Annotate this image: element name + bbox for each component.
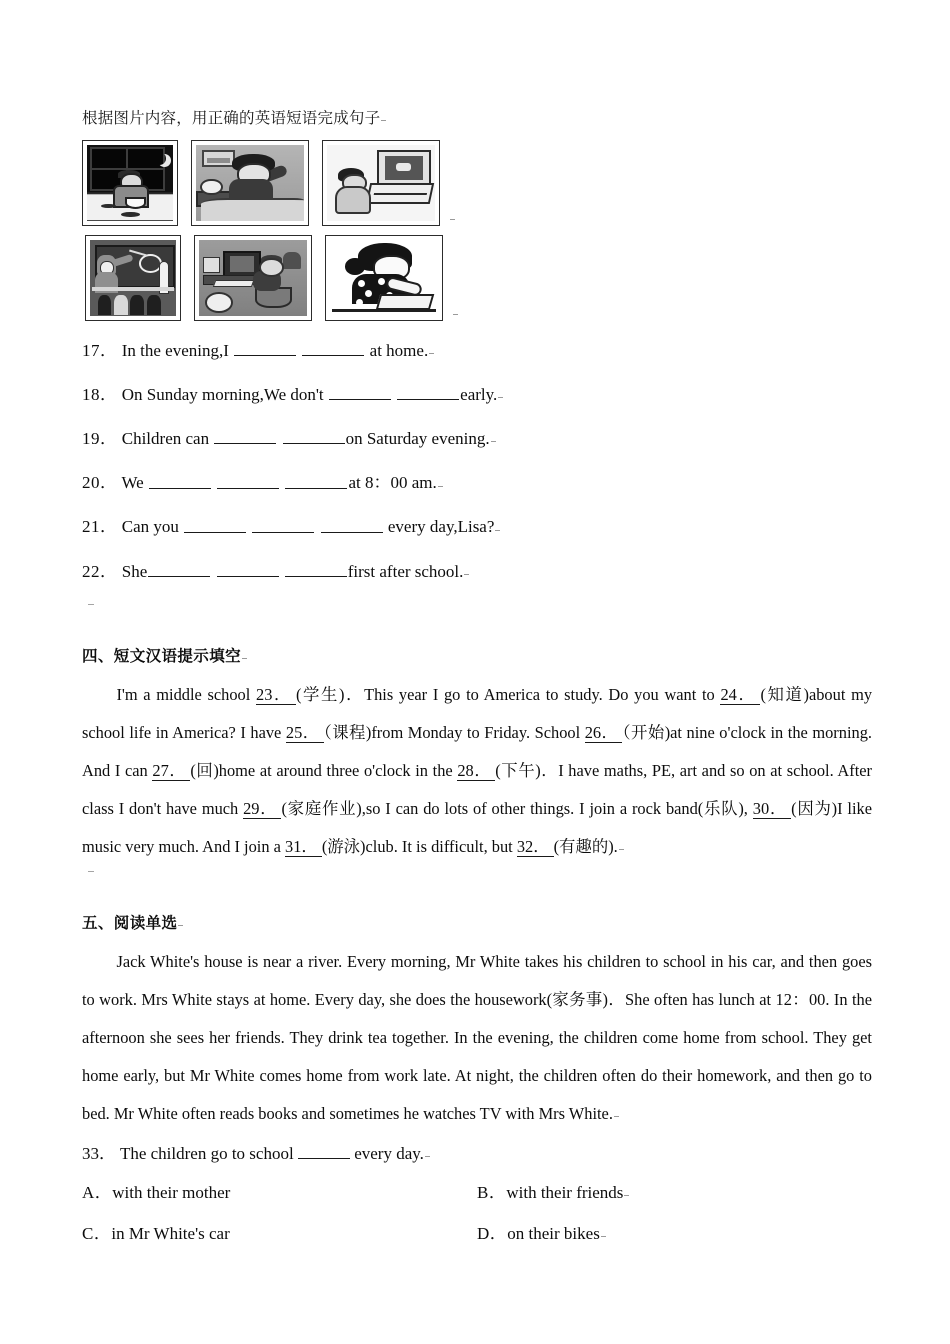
- answer-blank[interactable]: [217, 560, 279, 577]
- answer-blank[interactable]: [329, 383, 391, 400]
- question-number: 18．: [82, 385, 118, 405]
- picture-cell: [85, 235, 181, 321]
- answer-blank[interactable]: [285, 560, 347, 577]
- question-text-before: Children can: [121, 429, 210, 449]
- question-stem-before: The children go to school: [119, 1144, 294, 1164]
- option-c-label: C．: [82, 1224, 112, 1244]
- fill-in-question-list: [82, 339, 872, 615]
- answer-blank[interactable]: [252, 515, 314, 532]
- answer-blank[interactable]: [283, 427, 345, 444]
- reading-passage: [82, 943, 872, 1133]
- instruction-line: [82, 108, 872, 128]
- picture-1: [82, 140, 178, 226]
- section-five-heading-text: 五、阅读单选: [82, 913, 178, 932]
- cloze-text: （开始)at nine o'clock in the morning. And I can: [82, 722, 873, 780]
- cloze-text: (学生)．This year I go to America to study. Do you want to: [295, 684, 721, 704]
- section-break-mark-icon: [88, 871, 872, 883]
- cloze-blank-number[interactable]: 26．: [585, 723, 623, 743]
- picture-5: [194, 235, 312, 321]
- line-end-mark-icon: [618, 846, 625, 852]
- picture-6-art: [330, 240, 438, 316]
- cloze-text: (家庭作业),so I can do lots of other things. I join a rock band(乐队),: [281, 798, 753, 818]
- question-text-after: early.: [460, 385, 498, 405]
- picture-cell: [191, 140, 309, 226]
- line-end-mark-icon: [497, 394, 504, 400]
- option-b-label: B．: [477, 1183, 507, 1203]
- question-17: [82, 339, 872, 363]
- line-end-mark-icon: [463, 571, 470, 577]
- line-end-mark-icon: [428, 350, 435, 356]
- answer-blank[interactable]: [184, 515, 246, 532]
- option-d-text: on their bikes: [507, 1224, 600, 1244]
- question-text-before: Can you: [121, 517, 179, 537]
- picture-2-art: [196, 145, 304, 221]
- question-19: [82, 427, 872, 451]
- question-20: [82, 471, 872, 495]
- instruction-text: 根据图片内容，用正确的英语短语完成句子: [82, 109, 381, 127]
- section-four-heading: [82, 644, 872, 666]
- question-number: 21．: [82, 517, 118, 537]
- question-text-after: at home.: [369, 341, 429, 361]
- question-text-before: We: [121, 473, 144, 493]
- question-number: 22．: [82, 561, 118, 581]
- line-end-mark-icon: [241, 655, 248, 661]
- reading-passage-text: Jack White's house is near a river. Every morning, Mr White takes his children to school in his car, and then goes to work. Mrs White stays at home. Every day, she does the housework(家务事)．She often has lunch at 12：00. In the afternoon she sees her friends. They drink tea together. In the evening, the children come home from school. They get home early, but Mr White comes home from work late. At night, the children often do their homework, and then go to bed. Mr White often reads books and sometimes he watches TV with Mrs White.: [82, 951, 872, 1124]
- option-a[interactable]: [82, 1178, 477, 1203]
- cloze-text: (有趣的).: [553, 836, 618, 856]
- cloze-passage: [82, 676, 872, 866]
- answer-blank[interactable]: [285, 471, 347, 488]
- question-number: 19．: [82, 429, 118, 449]
- question-number: 33．: [82, 1144, 116, 1164]
- answer-blank[interactable]: [149, 471, 211, 488]
- cloze-blank-number[interactable]: 23．: [256, 685, 296, 705]
- cloze-text: (游泳)club. It is difficult, but: [321, 836, 517, 856]
- picture-6: [325, 235, 443, 321]
- line-end-mark-icon: [600, 1233, 607, 1239]
- picture-1-art: [87, 145, 173, 221]
- question-18: [82, 383, 872, 407]
- option-row-cd: [82, 1219, 872, 1244]
- picture-cell: [82, 140, 178, 226]
- cloze-blank-number[interactable]: 31．: [285, 837, 322, 857]
- picture-grid: [82, 140, 872, 321]
- cloze-blank-number[interactable]: 28．: [457, 761, 495, 781]
- line-end-mark-icon: [494, 527, 501, 533]
- answer-blank[interactable]: [214, 427, 276, 444]
- line-end-mark-icon: [437, 483, 444, 489]
- option-b[interactable]: [477, 1178, 872, 1203]
- section-five-heading: [82, 911, 872, 933]
- picture-4: [85, 235, 181, 321]
- question-text-before: She: [121, 561, 148, 581]
- cloze-text: (因为)I like music very much. And I join a: [82, 798, 873, 856]
- cloze-text: (下午)．I have maths, PE, art and so on at school. After class I don't have much: [82, 760, 873, 818]
- line-end-mark-icon: [490, 438, 497, 444]
- cloze-blank-number[interactable]: 27．: [152, 761, 190, 781]
- row-end-mark-icon: [452, 311, 459, 317]
- section-four-heading-text: 四、短文汉语提示填空: [82, 646, 242, 665]
- cloze-text: （课程)from Monday to Friday. School: [323, 722, 585, 742]
- row-end-mark-icon: [449, 216, 456, 222]
- answer-blank[interactable]: [397, 383, 459, 400]
- document-content: [82, 108, 872, 1260]
- picture-cell: [325, 235, 443, 321]
- line-end-mark-icon: [380, 117, 387, 123]
- picture-3-art: [327, 145, 435, 221]
- question-22: [82, 560, 872, 584]
- cloze-blank-number[interactable]: 32．: [517, 837, 554, 857]
- cloze-blank-number[interactable]: 30．: [753, 799, 791, 819]
- picture-cell: [194, 235, 312, 321]
- option-c[interactable]: [82, 1219, 477, 1244]
- cloze-text: (知道)about my school life in America? I have: [82, 684, 873, 742]
- cloze-text: I'm a middle school: [116, 684, 256, 704]
- question-text-after: every day,Lisa?: [387, 517, 495, 537]
- answer-blank[interactable]: [148, 560, 210, 577]
- line-end-mark-icon: [613, 1113, 620, 1119]
- picture-3: [322, 140, 440, 226]
- cloze-text: (回)home at around three o'clock in the: [190, 760, 458, 780]
- section-break-mark-icon: [88, 604, 872, 616]
- option-b-text: with their friends: [506, 1183, 624, 1203]
- line-end-mark-icon: [623, 1192, 630, 1198]
- option-d[interactable]: [477, 1219, 872, 1244]
- cloze-blank-number[interactable]: 24．: [720, 685, 760, 705]
- answer-blank[interactable]: [321, 515, 383, 532]
- option-d-label: D．: [477, 1224, 508, 1244]
- option-a-label: A．: [82, 1183, 113, 1203]
- option-a-text: with their mother: [112, 1183, 231, 1203]
- picture-cell: [322, 140, 440, 226]
- option-row-ab: [82, 1178, 872, 1203]
- picture-2: [191, 140, 309, 226]
- line-end-mark-icon: [177, 922, 184, 928]
- question-stem-after: every day.: [354, 1144, 424, 1164]
- cloze-blank-number[interactable]: 29．: [243, 799, 281, 819]
- question-text-before: On Sunday morning,We don't: [121, 385, 324, 405]
- question-text-after: at 8：00 am.: [348, 473, 437, 493]
- question-text-before: In the evening,I: [121, 341, 229, 361]
- picture-row-2: [85, 235, 872, 321]
- question-number: 20．: [82, 473, 118, 493]
- picture-row-1: [82, 140, 872, 226]
- question-text-after: on Saturday evening.: [345, 429, 490, 449]
- answer-blank[interactable]: [302, 339, 364, 356]
- question-21: [82, 515, 872, 539]
- picture-5-art: [199, 240, 307, 316]
- picture-4-art: [90, 240, 176, 316]
- question-33: [82, 1139, 872, 1164]
- answer-blank[interactable]: [298, 1142, 350, 1159]
- answer-blank[interactable]: [217, 471, 279, 488]
- question-text-after: first after school.: [347, 561, 464, 581]
- question-number: 17．: [82, 341, 118, 361]
- answer-blank[interactable]: [234, 339, 296, 356]
- line-end-mark-icon: [424, 1153, 431, 1159]
- option-c-text: in Mr White's car: [111, 1224, 230, 1244]
- cloze-blank-number[interactable]: 25．: [286, 723, 324, 743]
